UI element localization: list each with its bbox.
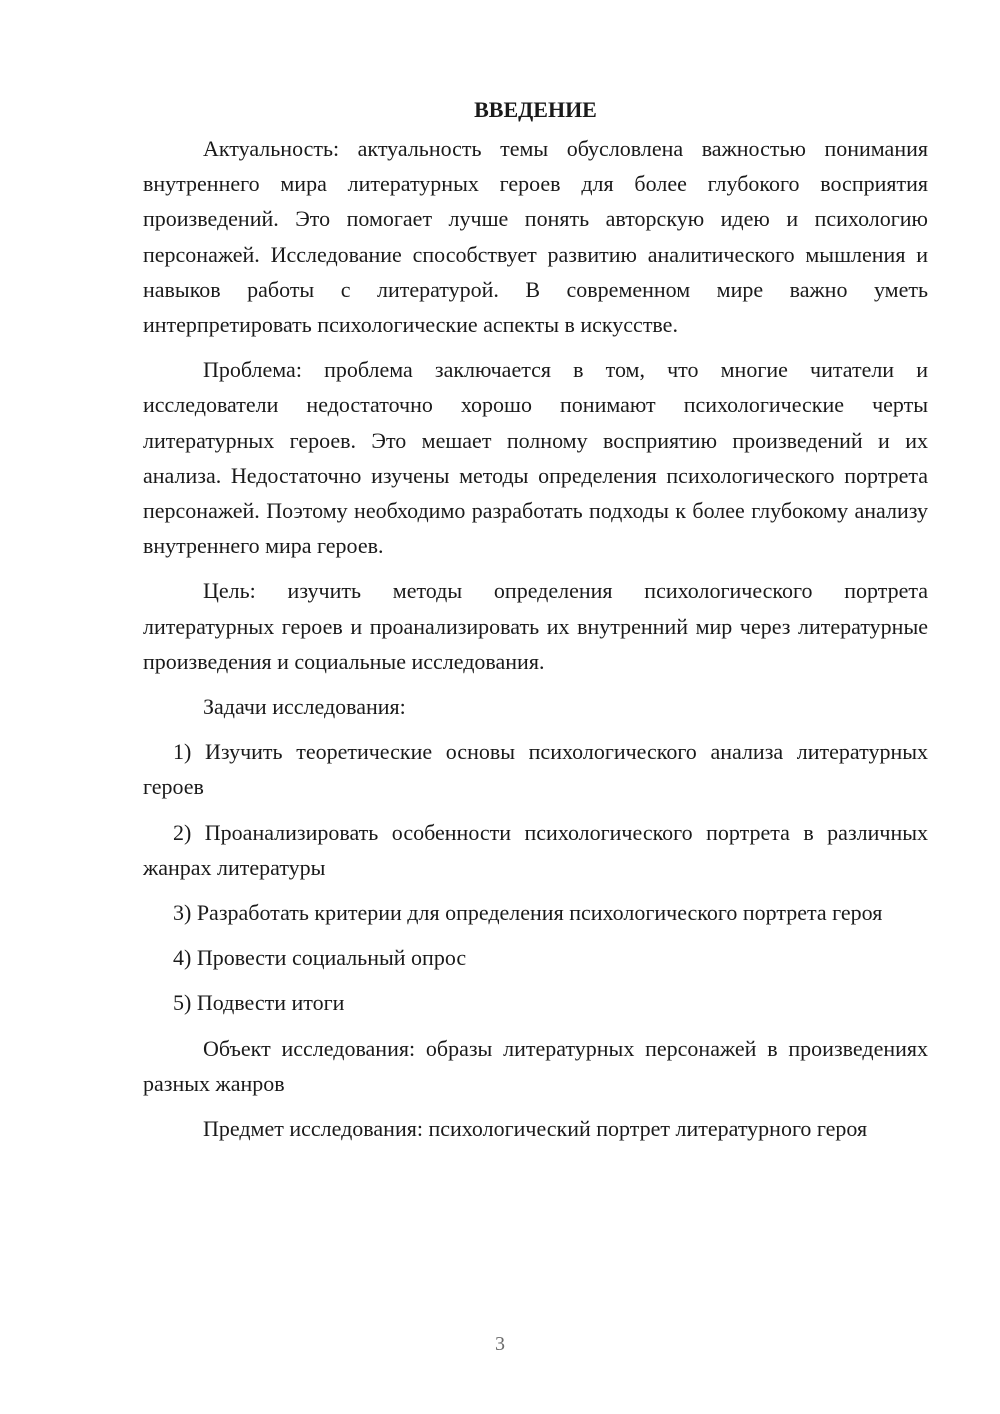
goal-paragraph: Цель: изучить методы определения психологического портрета литературных героев и проанализировать их внутренний мир через литературные произведения и социальные исследования. [143,578,928,674]
relevance-paragraph: Актуальность: актуальность темы обусловлена важностью понимания внутреннего мира литературных героев для более глубокого восприятия произведений. Это помогает лучше понять авторскую идею и психологию персонажей. Исследование способствует развитию аналитического мышления и навыков работы с литературой. В современном мире важно уметь интерпретировать психологические аспекты в искусстве. [143,136,928,338]
object-paragraph: Объект исследования: образы литературных персонажей в произведениях разных жанров [143,1035,928,1096]
page-content [143,92,928,1156]
problem-paragraph: Проблема: проблема заключается в том, что многие читатели и исследователи недостаточно хорошо понимают психологические черты литературных героев. Это мешает полному восприятию произведений и их анализа. Недостаточно изучены методы определения психологического портрета персонажей. Поэтому необходимо разработать подходы к более глубокому анализу внутреннего мира героев. [143,357,928,559]
task-item-2: 2) Проанализировать особенности психологического портрета в различных жанрах литературы [143,819,928,880]
task-item-4: 4) Провести социальный опрос [173,945,467,971]
task-item-1: 1) Изучить теоретические основы психологического анализа литературных героев [143,739,928,800]
section-heading: ВВЕДЕНИЕ [474,97,597,122]
subject-paragraph: Предмет исследования: психологический портрет литературного героя [203,1116,868,1142]
tasks-title: Задачи исследования: [203,694,406,720]
task-item-3: 3) Разработать критерии для определения психологического портрета героя [173,900,883,926]
task-item-5: 5) Подвести итоги [173,990,345,1016]
page-number: 3 [495,1333,505,1355]
